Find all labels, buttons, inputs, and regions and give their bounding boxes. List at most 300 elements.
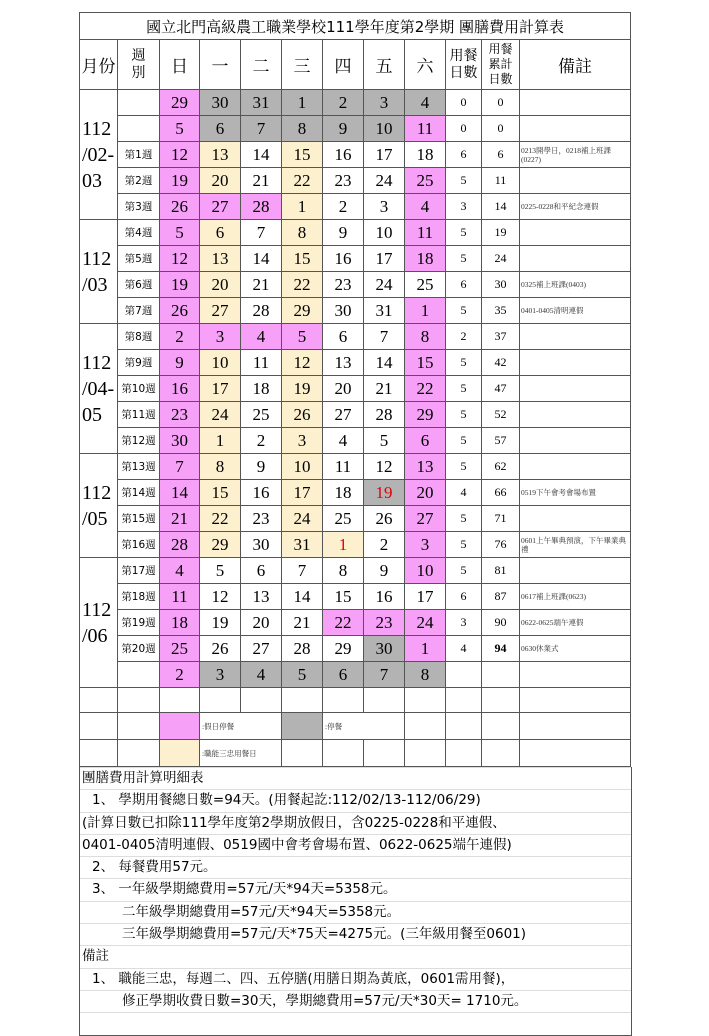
header-sun: 日 <box>160 40 200 90</box>
day-cell: 26 <box>282 402 323 428</box>
day-cell: 20 <box>323 376 364 402</box>
cumulative-days-value: 19 <box>482 220 520 246</box>
day-cell: 3 <box>200 662 241 688</box>
legend-swatch-gray <box>282 713 323 740</box>
day-cell: 4 <box>405 194 446 220</box>
header-week: 週 別 <box>118 40 160 90</box>
week-label: 第14週 <box>118 480 160 506</box>
day-cell: 25 <box>160 636 200 662</box>
day-cell: 3 <box>364 90 405 116</box>
day-cell: 31 <box>282 532 323 558</box>
day-cell: 8 <box>200 454 241 480</box>
day-cell: 8 <box>282 116 323 142</box>
day-cell: 13 <box>405 454 446 480</box>
day-cell: 7 <box>282 558 323 584</box>
day-cell: 7 <box>241 116 282 142</box>
day-cell: 24 <box>200 402 241 428</box>
week-row <box>80 480 631 506</box>
cumulative-days-value: 57 <box>482 428 520 454</box>
meal-days-value: 5 <box>446 454 482 480</box>
note-line: 備註 <box>80 945 631 967</box>
day-cell: 16 <box>364 584 405 610</box>
day-cell: 13 <box>241 584 282 610</box>
day-cell: 18 <box>160 610 200 636</box>
day-cell: 22 <box>282 168 323 194</box>
day-cell: 25 <box>405 168 446 194</box>
day-cell: 10 <box>364 220 405 246</box>
header-cumulative-days: 用餐 累計 日數 <box>482 40 520 90</box>
day-cell: 21 <box>241 272 282 298</box>
blank-cell <box>482 740 520 767</box>
day-cell: 21 <box>241 168 282 194</box>
day-cell: 20 <box>200 272 241 298</box>
blank-cell <box>80 688 118 713</box>
month-label: 112 /04- 05 <box>80 324 118 454</box>
day-cell: 15 <box>282 246 323 272</box>
week-label: 第9週 <box>118 350 160 376</box>
cumulative-days-value: 52 <box>482 402 520 428</box>
day-cell: 13 <box>200 142 241 168</box>
day-cell: 26 <box>200 636 241 662</box>
day-cell: 8 <box>405 662 446 688</box>
remark-cell <box>520 402 631 428</box>
cumulative-days-value: 14 <box>482 194 520 220</box>
header-tue: 二 <box>241 40 282 90</box>
day-cell: 5 <box>282 662 323 688</box>
day-cell: 26 <box>364 506 405 532</box>
week-row <box>80 376 631 402</box>
day-cell: 28 <box>160 532 200 558</box>
day-cell: 1 <box>282 194 323 220</box>
day-cell: 23 <box>364 610 405 636</box>
day-cell: 4 <box>241 662 282 688</box>
day-cell: 8 <box>323 558 364 584</box>
week-label: 第12週 <box>118 428 160 454</box>
cumulative-days-value: 42 <box>482 350 520 376</box>
day-cell: 11 <box>160 584 200 610</box>
note-line: 3、 一年級學期總費用=57元/天*94天=5358元。 <box>80 878 631 900</box>
blank-cell <box>200 688 241 713</box>
day-cell: 24 <box>282 506 323 532</box>
day-cell: 2 <box>241 428 282 454</box>
day-cell: 15 <box>200 480 241 506</box>
day-cell: 29 <box>323 636 364 662</box>
day-cell: 20 <box>405 480 446 506</box>
meal-days-value <box>446 662 482 688</box>
meal-days-value: 3 <box>446 610 482 636</box>
week-row <box>80 90 631 116</box>
day-cell: 18 <box>405 246 446 272</box>
day-cell: 13 <box>323 350 364 376</box>
note-line: 二年級學期總費用=57元/天*94天=5358元。 <box>80 901 631 923</box>
note-line: 1、 職能三忠，每週二、四、五停膳(用膳日期為黃底，0601需用餐)， <box>80 968 631 990</box>
blank-cell <box>118 688 160 713</box>
day-cell: 12 <box>200 584 241 610</box>
day-cell: 19 <box>160 168 200 194</box>
cumulative-days-value <box>482 662 520 688</box>
fee-notes <box>79 767 632 1036</box>
note-line: 修正學期收費日數=30天，學期總費用=57元/天*30天= 1710元。 <box>80 990 631 1012</box>
cumulative-days-value: 47 <box>482 376 520 402</box>
day-cell: 3 <box>200 324 241 350</box>
day-cell: 5 <box>160 116 200 142</box>
meal-days-value: 6 <box>446 272 482 298</box>
header-thu: 四 <box>323 40 364 90</box>
day-cell: 30 <box>200 90 241 116</box>
day-cell: 16 <box>323 246 364 272</box>
day-cell: 17 <box>405 584 446 610</box>
day-cell: 28 <box>241 298 282 324</box>
day-cell: 2 <box>323 194 364 220</box>
month-label: 112 /03 <box>80 220 118 324</box>
cumulative-days-value: 6 <box>482 142 520 168</box>
day-cell: 17 <box>200 376 241 402</box>
day-cell: 10 <box>364 116 405 142</box>
day-cell: 20 <box>241 610 282 636</box>
week-row <box>80 662 631 688</box>
day-cell: 22 <box>405 376 446 402</box>
day-cell: 3 <box>364 194 405 220</box>
legend-row <box>80 713 631 740</box>
remark-cell: 0225-0228和平紀念連假 <box>520 194 631 220</box>
cumulative-days-value: 87 <box>482 584 520 610</box>
day-cell: 28 <box>364 402 405 428</box>
blank-cell <box>482 688 520 713</box>
day-cell: 1 <box>405 636 446 662</box>
blank-cell <box>323 688 364 713</box>
day-cell: 15 <box>282 142 323 168</box>
week-label: 第10週 <box>118 376 160 402</box>
day-cell: 1 <box>405 298 446 324</box>
cumulative-days-value: 62 <box>482 454 520 480</box>
day-cell: 1 <box>200 428 241 454</box>
day-cell: 27 <box>405 506 446 532</box>
meal-days-value: 6 <box>446 584 482 610</box>
legend-row <box>80 740 631 767</box>
day-cell: 6 <box>200 220 241 246</box>
blank-cell <box>482 713 520 740</box>
day-cell: 17 <box>282 480 323 506</box>
day-cell: 1 <box>282 90 323 116</box>
day-cell: 21 <box>282 610 323 636</box>
week-label <box>118 116 160 142</box>
day-cell: 4 <box>241 324 282 350</box>
meal-days-value: 5 <box>446 350 482 376</box>
blank-cell <box>364 688 405 713</box>
week-label: 第6週 <box>118 272 160 298</box>
week-label: 第16週 <box>118 532 160 558</box>
remark-cell: 0519下午會考會場布置 <box>520 480 631 506</box>
day-cell: 10 <box>200 350 241 376</box>
day-cell: 27 <box>323 402 364 428</box>
day-cell: 16 <box>160 376 200 402</box>
meal-days-value: 5 <box>446 558 482 584</box>
week-label: 第19週 <box>118 610 160 636</box>
legend-text-yellow: :職能三忠用餐日 <box>200 740 282 767</box>
remark-cell <box>520 454 631 480</box>
day-cell: 23 <box>323 168 364 194</box>
note-line: 2、 每餐費用57元。 <box>80 856 631 878</box>
day-cell: 6 <box>200 116 241 142</box>
remark-cell <box>520 220 631 246</box>
header-meal-days: 用餐 日數 <box>446 40 482 90</box>
day-cell: 24 <box>364 168 405 194</box>
day-cell: 25 <box>323 506 364 532</box>
day-cell: 2 <box>364 532 405 558</box>
blank-cell <box>446 713 482 740</box>
day-cell: 19 <box>200 610 241 636</box>
remark-cell: 0213開學日，0218補上班課(0227) <box>520 142 631 168</box>
remark-cell <box>520 376 631 402</box>
cumulative-days-value: 35 <box>482 298 520 324</box>
day-cell: 12 <box>282 350 323 376</box>
header-sat: 六 <box>405 40 446 90</box>
week-row <box>80 168 631 194</box>
meal-days-value: 4 <box>446 636 482 662</box>
day-cell: 5 <box>160 220 200 246</box>
day-cell: 29 <box>282 298 323 324</box>
day-cell: 22 <box>323 610 364 636</box>
week-row <box>80 246 631 272</box>
week-label: 第2週 <box>118 168 160 194</box>
week-row <box>80 324 631 350</box>
day-cell: 6 <box>405 428 446 454</box>
header-wed: 三 <box>282 40 323 90</box>
remark-cell <box>520 90 631 116</box>
week-row <box>80 532 631 558</box>
legend-swatch-pink <box>160 713 200 740</box>
meal-days-value: 5 <box>446 168 482 194</box>
day-cell: 31 <box>241 90 282 116</box>
header-mon: 一 <box>200 40 241 90</box>
day-cell: 1 <box>323 532 364 558</box>
day-cell: 19 <box>364 480 405 506</box>
day-cell: 15 <box>405 350 446 376</box>
day-cell: 18 <box>405 142 446 168</box>
day-cell: 14 <box>241 142 282 168</box>
day-cell: 9 <box>160 350 200 376</box>
cumulative-days-value: 0 <box>482 116 520 142</box>
blank-cell <box>282 688 323 713</box>
week-label: 第5週 <box>118 246 160 272</box>
remark-cell <box>520 246 631 272</box>
sheet-title: 國立北門高級農工職業學校111學年度第2學期 團膳費用計算表 <box>80 13 631 40</box>
day-cell: 9 <box>323 116 364 142</box>
cumulative-days-value: 81 <box>482 558 520 584</box>
day-cell: 11 <box>405 220 446 246</box>
week-label <box>118 662 160 688</box>
day-cell: 5 <box>200 558 241 584</box>
meal-days-value: 5 <box>446 376 482 402</box>
day-cell: 21 <box>364 376 405 402</box>
remark-cell: 0630休業式 <box>520 636 631 662</box>
blank-cell <box>241 688 282 713</box>
day-cell: 7 <box>364 324 405 350</box>
meal-days-value: 3 <box>446 194 482 220</box>
remark-cell <box>520 350 631 376</box>
day-cell: 30 <box>160 428 200 454</box>
day-cell: 17 <box>364 142 405 168</box>
meal-days-value: 5 <box>446 506 482 532</box>
cumulative-days-value: 24 <box>482 246 520 272</box>
meal-days-value: 5 <box>446 402 482 428</box>
day-cell: 30 <box>241 532 282 558</box>
day-cell: 31 <box>364 298 405 324</box>
cumulative-days-value: 71 <box>482 506 520 532</box>
note-line: 團膳費用計算明細表 <box>80 767 631 789</box>
cumulative-days-value: 76 <box>482 532 520 558</box>
day-cell: 27 <box>241 636 282 662</box>
week-label: 第15週 <box>118 506 160 532</box>
cumulative-days-value: 90 <box>482 610 520 636</box>
cumulative-days-value: 66 <box>482 480 520 506</box>
blank-cell <box>323 740 364 767</box>
day-cell: 28 <box>241 194 282 220</box>
cumulative-days-value: 0 <box>482 90 520 116</box>
day-cell: 12 <box>364 454 405 480</box>
day-cell: 27 <box>200 194 241 220</box>
remark-cell <box>520 558 631 584</box>
week-row <box>80 558 631 584</box>
week-label <box>118 90 160 116</box>
blank-cell <box>520 740 631 767</box>
cumulative-days-value: 30 <box>482 272 520 298</box>
day-cell: 14 <box>160 480 200 506</box>
day-cell: 9 <box>364 558 405 584</box>
meal-fee-sheet <box>79 12 630 1036</box>
day-cell: 11 <box>241 350 282 376</box>
day-cell: 29 <box>200 532 241 558</box>
note-line <box>80 1012 631 1034</box>
note-line: 0401-0405清明連假、0519國中會考會場布置、0622-0625端午連假) <box>80 834 631 856</box>
day-cell: 23 <box>323 272 364 298</box>
blank-cell <box>80 713 118 740</box>
month-label: 112 /05 <box>80 454 118 558</box>
week-label: 第13週 <box>118 454 160 480</box>
month-label: 112 /06 <box>80 558 118 688</box>
legend-text-gray: :停餐 <box>323 713 405 740</box>
day-cell: 30 <box>364 636 405 662</box>
day-cell: 18 <box>323 480 364 506</box>
day-cell: 4 <box>323 428 364 454</box>
week-label: 第3週 <box>118 194 160 220</box>
day-cell: 19 <box>282 376 323 402</box>
day-cell: 25 <box>241 402 282 428</box>
day-cell: 7 <box>364 662 405 688</box>
meal-days-value: 0 <box>446 90 482 116</box>
blank-cell <box>118 713 160 740</box>
meal-days-value: 6 <box>446 142 482 168</box>
week-row <box>80 116 631 142</box>
week-row <box>80 142 631 168</box>
week-label: 第4週 <box>118 220 160 246</box>
meal-days-value: 5 <box>446 428 482 454</box>
week-row <box>80 350 631 376</box>
note-line: (計算日數已扣除111學年度第2學期放假日，含0225-0228和平連假、 <box>80 812 631 834</box>
day-cell: 7 <box>160 454 200 480</box>
blank-cell <box>80 740 118 767</box>
day-cell: 7 <box>241 220 282 246</box>
day-cell: 11 <box>323 454 364 480</box>
day-cell: 2 <box>160 662 200 688</box>
blank-cell <box>405 713 446 740</box>
header-remarks: 備註 <box>520 40 631 90</box>
day-cell: 17 <box>364 246 405 272</box>
day-cell: 16 <box>241 480 282 506</box>
blank-cell <box>446 740 482 767</box>
meal-days-value: 2 <box>446 324 482 350</box>
cumulative-days-value: 11 <box>482 168 520 194</box>
day-cell: 12 <box>160 246 200 272</box>
day-cell: 6 <box>241 558 282 584</box>
blank-cell <box>160 688 200 713</box>
day-cell: 30 <box>323 298 364 324</box>
day-cell: 11 <box>405 116 446 142</box>
day-cell: 5 <box>364 428 405 454</box>
cumulative-days-value: 37 <box>482 324 520 350</box>
remark-cell <box>520 662 631 688</box>
legend-swatch-yellow <box>160 740 200 767</box>
header-fri: 五 <box>364 40 405 90</box>
week-row <box>80 220 631 246</box>
week-row <box>80 272 631 298</box>
legend-text-pink: :假日停餐 <box>200 713 282 740</box>
day-cell: 29 <box>160 90 200 116</box>
day-cell: 18 <box>241 376 282 402</box>
day-cell: 8 <box>405 324 446 350</box>
day-cell: 24 <box>405 610 446 636</box>
day-cell: 28 <box>282 636 323 662</box>
day-cell: 8 <box>282 220 323 246</box>
week-row <box>80 194 631 220</box>
day-cell: 9 <box>323 220 364 246</box>
day-cell: 14 <box>282 584 323 610</box>
day-cell: 13 <box>200 246 241 272</box>
week-label: 第20週 <box>118 636 160 662</box>
cumulative-days-value: 94 <box>482 636 520 662</box>
day-cell: 4 <box>405 90 446 116</box>
blank-cell <box>364 740 405 767</box>
blank-cell <box>405 688 446 713</box>
day-cell: 6 <box>323 324 364 350</box>
week-row <box>80 610 631 636</box>
meal-days-value: 5 <box>446 220 482 246</box>
meal-days-value: 5 <box>446 298 482 324</box>
week-label: 第18週 <box>118 584 160 610</box>
week-label: 第1週 <box>118 142 160 168</box>
day-cell: 24 <box>364 272 405 298</box>
day-cell: 4 <box>160 558 200 584</box>
day-cell: 16 <box>323 142 364 168</box>
day-cell: 14 <box>241 246 282 272</box>
meal-days-value: 5 <box>446 246 482 272</box>
blank-cell <box>282 740 323 767</box>
week-row <box>80 454 631 480</box>
week-row <box>80 506 631 532</box>
remark-cell <box>520 324 631 350</box>
day-cell: 23 <box>160 402 200 428</box>
day-cell: 3 <box>405 532 446 558</box>
remark-cell: 0622-0625端午連假 <box>520 610 631 636</box>
meal-days-value: 5 <box>446 532 482 558</box>
blank-cell <box>446 688 482 713</box>
week-label: 第7週 <box>118 298 160 324</box>
remark-cell <box>520 506 631 532</box>
day-cell: 19 <box>160 272 200 298</box>
remark-cell <box>520 116 631 142</box>
day-cell: 9 <box>241 454 282 480</box>
week-row <box>80 584 631 610</box>
